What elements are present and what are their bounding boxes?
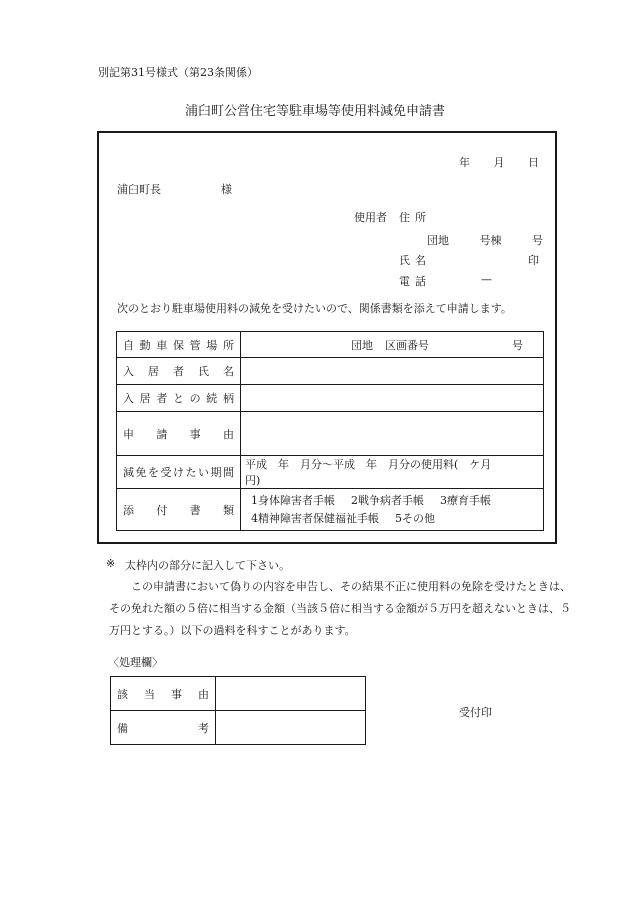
penalty-warning: この申請書において偽りの内容を申告し、その結果不正に使用料の免除を受けたときは、その免れた額の５倍に相当する金額（当該５倍に相当する金額が５万円を超えないときは、５万円とする。）以下の過料を科すことがあります。 xyxy=(109,580,571,637)
label-char: 請 xyxy=(156,427,168,441)
attachments-line-2 xyxy=(247,510,537,528)
period-value: 平成 年 月分～平成 年 月分の使用料( ケ月 円) xyxy=(245,458,525,487)
seal-mark: 印 xyxy=(528,254,539,267)
resident-name-value[interactable] xyxy=(241,358,544,385)
label-char: 動 xyxy=(139,338,151,352)
parking-value-cell[interactable] xyxy=(241,332,544,358)
application-statement: 次のとおり駐車場使用料の減免を受けたいので、関係書類を添えて申請します。 xyxy=(117,302,512,315)
table-row xyxy=(117,332,544,358)
building-danchi: 団地 xyxy=(427,234,449,247)
table-row xyxy=(111,711,366,745)
proc-remarks-label-cell xyxy=(111,711,216,745)
label-char: 入 xyxy=(123,365,134,378)
label-char: 者 xyxy=(173,365,184,378)
label-char: 事 xyxy=(171,687,182,701)
table-row xyxy=(117,489,544,531)
attachment-item[interactable]: 3療育手帳 xyxy=(440,493,491,507)
attachment-item[interactable]: 2戦争病者手帳 xyxy=(351,493,424,507)
table-row xyxy=(111,677,366,711)
label-char: 自 xyxy=(123,338,134,352)
label-char: 類 xyxy=(222,503,234,517)
label-char: 居 xyxy=(139,392,151,405)
parking-label-cell xyxy=(117,332,241,358)
label-char: 申 xyxy=(123,427,134,441)
label-char: 由 xyxy=(222,427,234,441)
label-char: を xyxy=(148,466,159,479)
label-char: 者 xyxy=(156,392,168,405)
date-line xyxy=(439,154,539,170)
parking-gou: 号 xyxy=(512,338,523,352)
reason-value[interactable] xyxy=(241,412,544,456)
proc-reason-label-cell xyxy=(111,677,216,711)
building-gotou: 号棟 xyxy=(479,234,502,247)
parking-value xyxy=(247,337,537,353)
label-char: 減 xyxy=(123,466,134,479)
label-char: 該 xyxy=(117,687,128,701)
addressee-name: 浦臼町長 xyxy=(117,183,161,196)
period-value-cell[interactable] xyxy=(241,456,544,489)
label-char: 柄 xyxy=(222,392,234,405)
parking-section: 区画番号 xyxy=(385,338,429,352)
label-char: 所 xyxy=(222,338,234,352)
application-frame xyxy=(97,131,557,544)
label-char: 期 xyxy=(210,466,222,479)
label-char: 車 xyxy=(156,338,168,352)
table-row xyxy=(117,456,544,489)
parking-danchi: 団地 xyxy=(351,338,373,352)
label-char: 管 xyxy=(189,338,201,352)
addressee-honorific: 様 xyxy=(221,183,232,196)
label-char: 添 xyxy=(123,503,134,517)
resident-name-label-cell xyxy=(117,358,241,385)
label-char: 事 xyxy=(189,427,201,441)
label-char: 間 xyxy=(223,466,234,479)
reason-label xyxy=(123,426,234,442)
document-title: 浦臼町公営住宅等駐車場等使用料減免申請書 xyxy=(184,104,445,119)
label-char: 備 xyxy=(117,721,128,735)
date-month: 月 xyxy=(493,156,505,169)
building-line xyxy=(427,232,543,248)
phone-label: 電話 xyxy=(399,275,431,288)
relation-label xyxy=(123,390,234,406)
label-char: 居 xyxy=(148,365,159,378)
label-char: け xyxy=(173,466,184,479)
label-char: 考 xyxy=(198,721,209,735)
relation-value[interactable] xyxy=(241,385,544,412)
attachments-label-cell xyxy=(117,489,241,531)
label-char: 由 xyxy=(198,687,209,701)
attachments-label xyxy=(123,502,234,518)
table-row xyxy=(117,385,544,412)
table-row xyxy=(117,412,544,456)
proc-remarks-value[interactable] xyxy=(216,711,366,745)
label-char: 名 xyxy=(223,365,234,378)
attachments-line-1 xyxy=(247,492,537,510)
phone-separator: — xyxy=(481,273,492,286)
label-char: 受 xyxy=(160,466,172,479)
label-char: た xyxy=(185,466,197,479)
label-char: 書 xyxy=(189,503,201,517)
processing-table xyxy=(110,676,366,745)
label-char: 当 xyxy=(144,687,155,701)
applicant-label: 使用者 xyxy=(354,211,387,224)
date-day: 日 xyxy=(528,156,539,169)
label-char: 入 xyxy=(123,392,134,405)
label-char: と xyxy=(172,392,184,405)
label-char: の xyxy=(189,392,201,405)
label-char: 続 xyxy=(206,392,218,405)
name-label: 氏名 xyxy=(399,254,431,267)
addressee xyxy=(117,181,232,197)
label-char: 保 xyxy=(172,338,184,352)
period-label-cell xyxy=(117,456,241,489)
application-table xyxy=(116,331,544,531)
parking-label xyxy=(123,337,234,353)
period-label xyxy=(123,464,234,480)
resident-name-label xyxy=(123,363,234,379)
form-number: 別記第31号様式（第23条関係） xyxy=(98,66,258,79)
attachments-value-cell xyxy=(241,489,544,531)
label-char: 氏 xyxy=(198,365,209,378)
attachment-item[interactable]: 5その他 xyxy=(395,511,435,525)
label-char: 免 xyxy=(135,466,147,479)
receipt-stamp-label: 受付印 xyxy=(459,706,492,719)
proc-reason-value[interactable] xyxy=(216,677,366,711)
building-gou: 号 xyxy=(532,234,543,247)
attachment-item[interactable]: 1身体障害者手帳 xyxy=(251,493,335,507)
proc-remarks-label xyxy=(117,720,209,736)
proc-reason-label xyxy=(117,686,209,702)
note-instruction: 太枠内の部分に記入して下さい。 xyxy=(125,559,290,572)
relation-label-cell xyxy=(117,385,241,412)
label-char: い xyxy=(198,466,209,479)
processing-label: 〈処理欄〉 xyxy=(108,656,163,669)
label-char: 付 xyxy=(156,503,168,517)
address-label: 住所 xyxy=(399,211,431,224)
date-year: 年 xyxy=(459,156,470,169)
note-mark: ※ xyxy=(106,557,116,570)
attachment-item[interactable]: 4精神障害者保健福祉手帳 xyxy=(251,511,379,525)
table-row xyxy=(117,358,544,385)
label-char: 場 xyxy=(206,338,218,352)
reason-label-cell xyxy=(117,412,241,456)
